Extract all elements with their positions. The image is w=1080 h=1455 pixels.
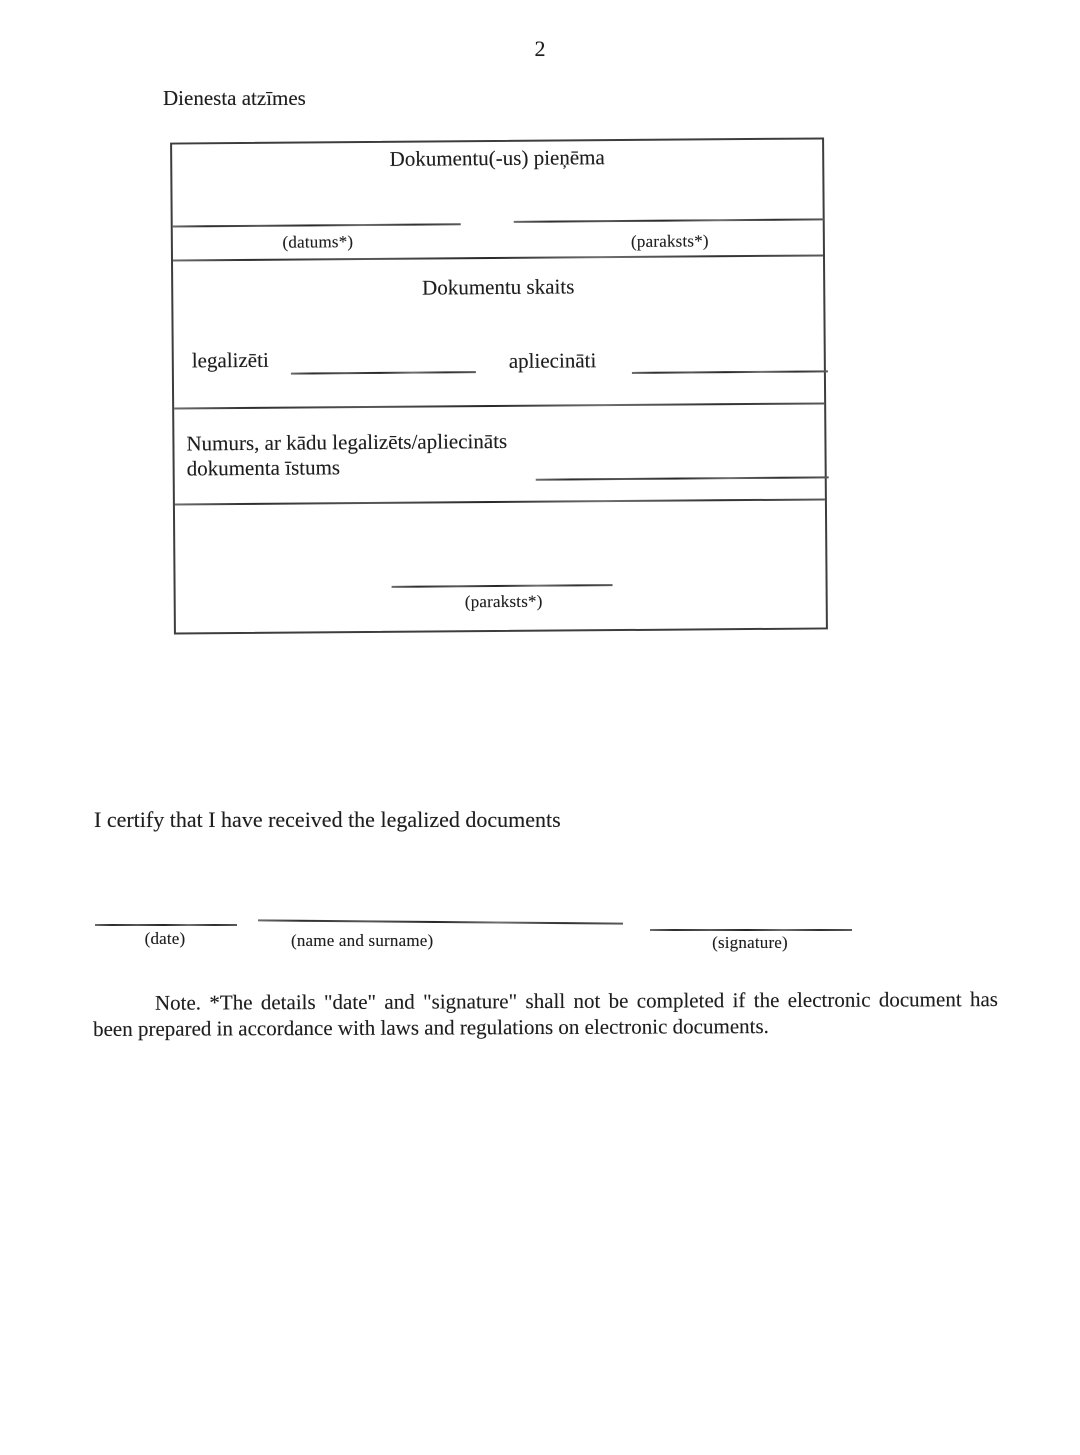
certified-fill-line bbox=[632, 370, 828, 374]
cert-date-label: (date) bbox=[144, 929, 186, 948]
legalized-fill-line bbox=[291, 371, 476, 374]
document-count-title: Dokumentu skaits bbox=[422, 274, 575, 300]
row-divider-1 bbox=[173, 254, 823, 261]
number-label-line1: Numurs, ar kādu legalizēts/apliecināts bbox=[186, 428, 508, 456]
certification-statement: I certify that I have received the legalized documents bbox=[94, 807, 561, 832]
cert-signature-line bbox=[650, 929, 852, 931]
bottom-signature-fill-line bbox=[392, 584, 613, 588]
section-heading: Dienesta atzīmes bbox=[163, 86, 306, 110]
cert-date-line bbox=[95, 924, 237, 926]
service-notes-box bbox=[170, 137, 828, 634]
page-number: 2 bbox=[534, 36, 546, 61]
date-label: (datums*) bbox=[282, 232, 354, 252]
bottom-signature-label: (paraksts*) bbox=[464, 591, 543, 612]
number-fill-line bbox=[536, 476, 829, 480]
number-label-line2: dokumenta īstums bbox=[186, 455, 341, 481]
cert-name-label: (name and surname) bbox=[291, 931, 434, 950]
cert-signature-label: (signature) bbox=[712, 933, 788, 952]
row-divider-3 bbox=[175, 498, 825, 505]
legalized-label: legalizēti bbox=[191, 347, 269, 373]
signature-label: (paraksts*) bbox=[630, 231, 709, 251]
row-divider-2 bbox=[174, 402, 824, 409]
certified-label: apliecināti bbox=[508, 348, 597, 373]
cert-name-line bbox=[258, 919, 623, 924]
documents-received-title: Dokumentu(-us) pieņēma bbox=[389, 145, 605, 171]
date-fill-line bbox=[173, 223, 461, 227]
footnote: Note. *The details "date" and "signature" shall not be completed if the electronic document has been prepared in accordance with laws and regulations on electronic documents. bbox=[93, 987, 998, 1041]
signature-fill-line bbox=[514, 218, 825, 222]
